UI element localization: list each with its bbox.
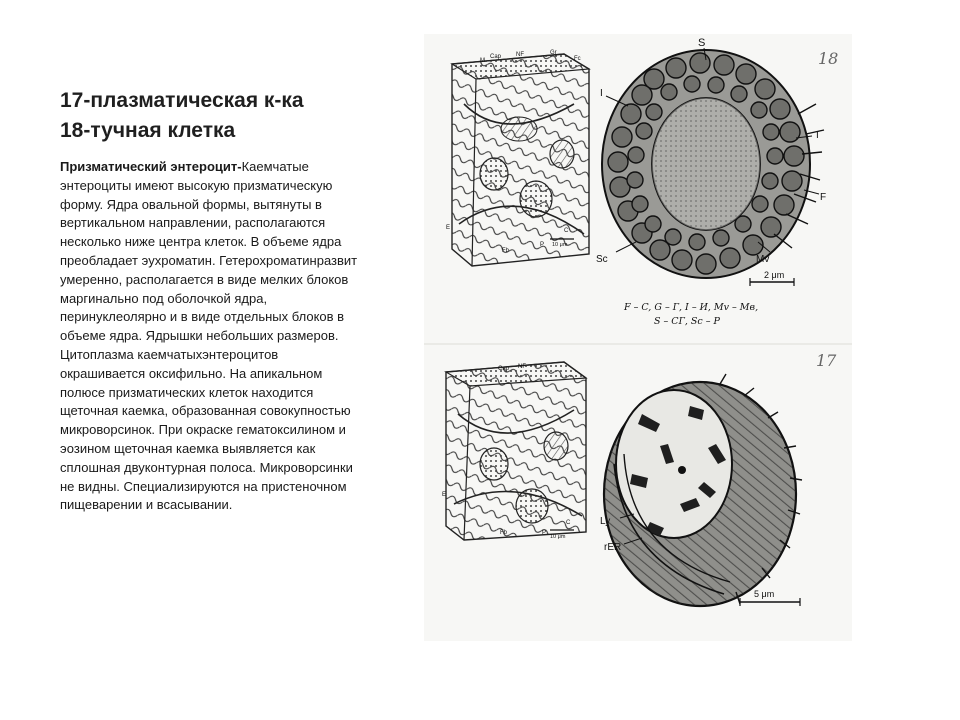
legend-line-2: S – СГ, Sc – P (654, 316, 720, 327)
plasma-label-ly: Ly (600, 516, 611, 527)
description-lead: Призматический энтероцит- (60, 159, 242, 174)
plasma-label-rer: rER (604, 542, 622, 553)
bottom-label-fb: Fb (500, 530, 508, 536)
bottom-tissue-block-diagram (442, 362, 586, 540)
top-tissue-block-diagram (446, 50, 589, 266)
handwritten-number-17: 17 (816, 351, 837, 370)
mast-label-mv: Mv (756, 254, 770, 265)
label-p: P (540, 242, 545, 248)
mast-scale-bar: 2 μm (764, 270, 785, 280)
description-body: Каемчатые энтероциты имеют высокую призматическую форму. Ядра овальной формы, вытянуты в вертикальном направлении, располагаются несколько ниже центра клеток. В объеме ядра преобладает эухроматин. Гетерохроматинразвит умеренно, располагается в виде мелких блоков маргинально под оболочкой ядра, перинуклеолярно и в виде отдельных блоков в объеме ядра. Ядрышки небольших размеров. Цитоплазма каемчатыхэнтероцитов окрашивается оксифильно. На апикальном полюсе призматических клеток находится щеточная каемка, образованная совокупностью микроворсинок. При окраске гематоксилином и эозином щеточная каемка выявляется как сплошная двуконтурная полоса. Микроворсинки не видны. Специализируются на пристеночном пищеварении и всасывании. (60, 159, 358, 513)
handwritten-number-18: 18 (818, 49, 839, 68)
bottom-label-cap: Cap (498, 366, 510, 372)
block-scale-label: 10 μm (552, 242, 568, 248)
label-nf: NF (516, 52, 524, 58)
label-c: C (564, 228, 569, 234)
bottom-block-scale-label: 10 μm (550, 534, 566, 540)
plasma-scale-bar: 5 μm (754, 589, 775, 599)
label-cap: Cap (490, 54, 502, 60)
label-fc: Fc (574, 56, 581, 62)
label-gr: Gr (550, 50, 557, 56)
bottom-label-e: E (442, 492, 447, 498)
mast-label-i-right: I (816, 130, 819, 141)
mast-label-s: S (698, 37, 706, 49)
mast-label-f: F (820, 192, 827, 203)
bottom-label-c: C (566, 520, 571, 526)
label-fb: Fb (502, 248, 510, 254)
label-e: E (446, 225, 451, 231)
description-text (60, 158, 360, 515)
title-line-2: 18-тучная клетка (60, 119, 236, 142)
title-line-1: 17-плазматическая к-ка (60, 89, 304, 112)
mast-label-i-top: I (600, 88, 603, 99)
label-m: M (480, 58, 485, 64)
scanned-figure-page (424, 34, 852, 641)
bottom-label-p: P (542, 530, 547, 536)
legend-line-1: F – C, G – Г, I – И, Mv – Мв, (624, 302, 759, 313)
slide-title (60, 86, 400, 146)
bottom-label-nf: NF (518, 364, 526, 370)
mast-label-sc: Sc (596, 254, 608, 265)
